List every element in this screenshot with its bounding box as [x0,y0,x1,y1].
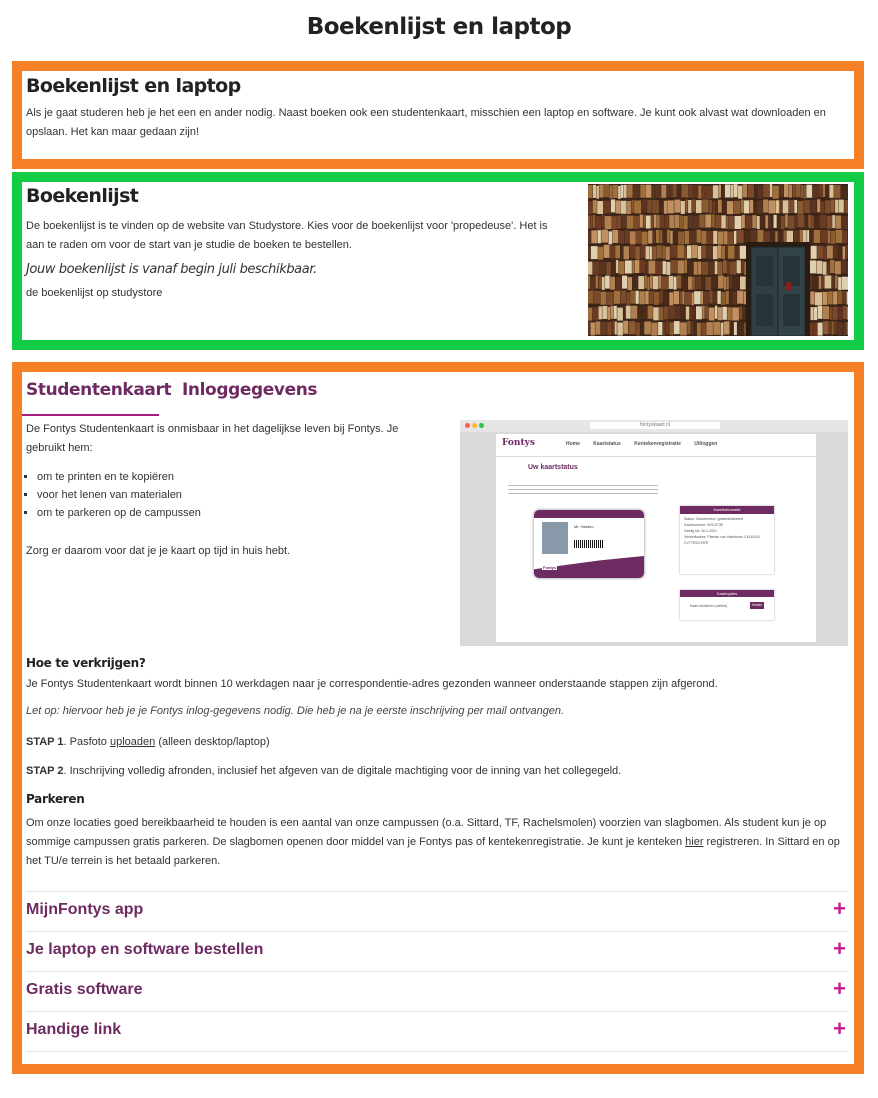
parkeren-text-start: Om onze locaties goed bereikbaarheid te houden is een aantal van onze campussen (o.a. Sittard, TF, Rachelsmolen) voorzien van slagbomen. Als student kun je op sommige campussen gratis parkeren. De slagbomen openen door middel van je Fontys pas of kentekenregistratie. Je kunt je kenteken [26,817,827,848]
page-title: Boekenlijst en laptop [306,14,572,40]
info-value: Geactiveerd / geadministreerd [695,517,743,521]
booklist-availability-note: Jouw boekenlijst is vanaf begin juli beschikbaar. [26,262,317,277]
accordion-label: Je laptop en software bestellen [26,941,264,958]
parkeren-text [26,814,852,871]
accordion-gratis-software[interactable] [26,971,848,1011]
card-info-title: Kaartinformatie [680,506,774,514]
step-2 [26,765,621,777]
hoe-verkrijgen-text: Je Fontys Studentenkaart wordt binnen 10 werkdagen naar je correspondentie-adres gezonden wanneer onderstaande stappen zijn afgerond. [26,678,718,690]
active-tab-underline [22,414,159,416]
tab-studentenkaart[interactable]: Studentenkaart [26,380,172,400]
accordion-label: Gratis software [26,981,143,998]
info-value: 16-1-2021 [700,529,717,533]
info-label: Geldig tot: [684,529,700,533]
fontys-logo: Fontys [502,438,535,448]
block-card-label: Kaart blokkeren (defect) [690,604,728,608]
intro-section [12,61,864,169]
accordion-handige-link[interactable] [26,1011,848,1051]
accordion-laptop-software[interactable] [26,931,848,971]
card-holder-name: Mr. Hasbro [574,524,594,529]
info-label: Status: [684,517,695,521]
tab-inloggegevens[interactable]: Inloggegevens [182,380,318,400]
portal-nav-item: Uitloggen [694,441,718,447]
studystore-link[interactable]: de boekenlijst op studystore [26,287,163,299]
intro-text: Als je gaat studeren heb je het een en ander nodig. Naast boeken ook een studentenkaart, misschien een laptop en software. Je kunt ook alvast wat downloaden en opslaan. Het kan maar gedaan zijn! [26,107,826,138]
plus-icon[interactable]: + [833,896,846,921]
block-card-button: Verder [751,603,763,607]
accordion-label: MijnFontys app [26,901,144,918]
studentcard-graphic [534,510,644,578]
parkeren-heading: Parkeren [26,792,85,806]
plus-icon[interactable]: + [833,936,846,961]
portal-page [496,434,816,642]
card-photo-image [542,522,568,554]
accordion-mijnfontys-app[interactable] [26,891,848,931]
portal-panel-title: Uw kaartstatus [528,464,578,471]
plus-icon[interactable]: + [833,976,846,1001]
studentcard-reminder: Zorg er daarom voor dat je je kaart op tijd in huis hebt. [26,545,291,557]
bookshelf-image-graphic [588,184,848,336]
booklist-section [12,172,864,350]
list-item: ▪ om te parkeren op de campussen [37,504,201,522]
info-value: 00013735 [707,523,723,527]
let-op-note: Let op: hiervoor heb je je Fontys inlog-gegevens nodig. Die heb je na je eerste inschrijving per mail ontvangen. [26,705,565,717]
step-1-suffix: (alleen desktop/laptop) [155,736,270,748]
parkeren-text-end: registreren. In Sittard en op het TU/e terrein is het betaald parkeren. [26,836,840,867]
info-value: Plantan van Hambroek 3 6163 AX CVTTROCHER [684,535,761,545]
fontyskaart-screenshot [460,420,848,646]
info-label: Verwerkadres: [684,535,707,539]
barcode-icon [574,540,604,548]
step-1-label: STAP 1 [26,736,64,748]
studentcard-intro: De Fontys Studentenkaart is onmisbaar in het dagelijkse leven bij Fontys. Je gebruikt hem: [26,423,399,454]
studentcard-section [12,362,864,1074]
hoe-verkrijgen-heading: Hoe te verkrijgen? [26,656,146,670]
portal-nav-item: Kentekenregistratie [634,441,681,447]
step-1 [26,736,270,748]
booklist-text: De boekenlijst is te vinden op de website van Studystore. Kies voor de boekenlijst voor 'propedeuse'. Het is aan te raden om voor de start van je studie de boeken te bestellen. [26,220,548,251]
plus-icon[interactable]: + [833,1016,846,1041]
bookshelf-door-image [588,184,848,336]
list-item: ▪ om te printen en te kopiëren [37,468,201,486]
studentcard-uses-list [26,468,201,522]
portal-nav-item: Home [566,441,580,447]
card-brand: Fontys [543,565,557,570]
intro-heading: Boekenlijst en laptop [26,75,241,97]
zoom-dot-icon [479,423,484,428]
accordion-divider [26,1051,848,1052]
portal-nav [566,441,717,447]
step-2-text: . Inschrijving volledig afronden, inclusief het afgeven van de digitale machtiging voor de inning van het collegegeld. [63,765,622,777]
minimize-dot-icon [472,423,477,428]
browser-url: fontyskaart.nl [590,422,720,429]
card-info-panel [680,506,774,574]
accordion-label: Handige link [26,1021,122,1038]
kenteken-register-link[interactable]: hier [685,836,704,848]
step-1-text: . Pasfoto [63,736,110,748]
booklist-heading: Boekenlijst [26,185,139,207]
list-item: ▪ voor het lenen van materialen [37,486,201,504]
card-actions-title: Kaartopties [680,590,774,597]
card-actions-panel [680,590,774,620]
step-2-label: STAP 2 [26,765,64,777]
portal-nav-item: Kaartstatus [593,441,621,447]
close-dot-icon [465,423,470,428]
upload-photo-link[interactable]: uploaden [109,736,156,748]
info-label: Kaartnummer: [684,523,707,527]
